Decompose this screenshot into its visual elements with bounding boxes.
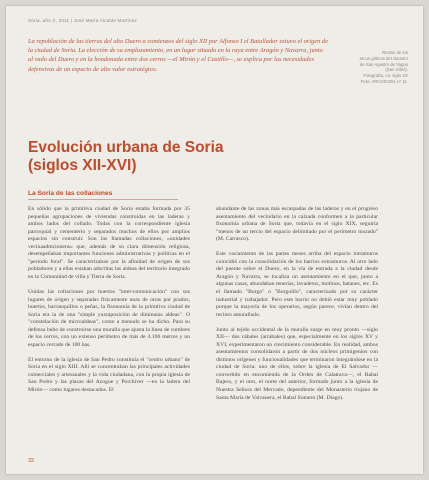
caption-line: Fotografía, ca. siglo XX	[363, 73, 408, 79]
body-paragraph: En sólido que la primitiva ciudad de Soria estaba formada por 35 pequeñas agrupaciones de viviendas construidas en las laderas y ambos lados del collado. Todas con la correspondiente iglesia parroquial y cementerio y separados muchos de ellos por amplios espacios sin construir. Son las llamadas collaciones, «unidades vecinaadmcionens» que, además de su clara dimensión religiosa, desempeñaban importantes funciones administrativas y políticas en el "periodo foral". Se caracterizaban por la afinidad de origen de sus pobladores y a ellas estaban adscritas las aldeas del territorio integrado en la Comunidad de villa y Tierra de Soria.	[28, 206, 190, 280]
right-column	[216, 206, 378, 410]
section-subheading: La Soria de las collaciones	[28, 190, 113, 197]
title-line-1: Evolución urbana de Soria	[28, 139, 224, 156]
image-caption	[328, 50, 408, 85]
left-column	[28, 206, 190, 402]
journal-page	[6, 6, 423, 474]
caption-line: de San Agustín de Vagos	[359, 61, 408, 67]
subheading-rule	[28, 199, 178, 200]
caption-line: Restos de los	[381, 50, 408, 55]
caption-line: arcos góticos del claustro	[359, 55, 408, 61]
intro-paragraph	[28, 37, 328, 74]
body-paragraph: Este vaciamiento de las partes meses arriba del espacio intramuros coincidió con la consolidación de los barrios extramuros. Al otro lado del puente sobre el Duero, en la vía de entrada a la ciudad desde Aragón y Navarra, se localiza un asentamiento en el que, junto a algunas casas, abundaban tenerías, lavaderos, molinos, batanes, etc. Es el llamado "Burgo" o "Burguillo", caracterizado por su carácter industrial y trabajador. Pero este barrio no debió estar muy poblado porque la mayoría de los operarios, según parece, vivían dentro del recinto amurallado.	[216, 251, 378, 318]
body-paragraph: El entorno de la iglesia de San Pedro constituía el "centro urbano" de Soria en el siglo XIII. Allí se concentraban las principales actividades comerciales y artesanales y la vida ciudadana, con la propia iglesia de San Pedro y las plazas del Azogue y Porchiver —en la ladera del Mirón— como lugares destacados. El	[28, 356, 190, 394]
body-paragraph: Unidas las collaciones por huertos "inter-comunicación" con sus lugares de origen y separadas físicamente unas de otras por prados, huertos, barranquillos o peñas, la fisonomía de la primitiva ciudad de Soria era la de una "simple yuxtaposición de diminutas aldeas". O "constelación de microaldeas", como a menudo se ha dicho. Para su defensa hubo de construirse una muralla que ajusta la línea de cumbres de los cerros, con un extenso perímetro de más de 4.100 metros y un espacio cerrado de 100 has.	[28, 288, 190, 348]
body-paragraph: abundante de las zonas más escarpadas de las laderas y en el progreso asentamiento del vecindario en la calzada conformen a la particular fisonomía urbana de Soria que, todavía en el siglo XIX, seguiría "menos de un tercio del espacio delimitado por el perímetro murado" (M. Carrasco).	[216, 206, 378, 243]
body-paragraph: Junto al tejido occidental de la muralla surge en muy pronto —siglo XII— dos cábales (arrabales) que, especialmente en los siglos XV y XVI, experimentaron un crecimiento considerable. En realidad, ambos asentamientos consolidaron a partir de dos núcleos primigenios con distintos orígenes y funcionalidades que terminaron integrándose en la ciudad de Soria: uno de ellos, sobre la iglesia de El Salvador —convertido en encomienda de la Orden de Calatrava—, el Rabal Bajero, y el otro, el norte del anterior, formado junto a la iglesia de Nuestra Señora del Mercado, dependiente del Monasterio riojano de Santa María de Valvanera, el Rabal Somero (M. Diago).	[216, 326, 378, 401]
caption-line: (San Gilés).	[385, 67, 408, 73]
caption-line: Foto: ARCHICOM, nº 11.	[360, 78, 408, 84]
article-title	[28, 139, 348, 175]
title-line-2: (siglos XII-XVI)	[28, 157, 137, 174]
running-head: Soria, año X, 2011 | José María Alcalde Martínez	[28, 18, 138, 23]
page-number: 32	[28, 458, 35, 464]
intro-text: La repoblación de las tierras del alto Duero a comienzos del siglo XII por Alfonso I el Batallador estuvo el origen de la ciudad de Soria. La elección de su emplazamiento, en un lugar situado en la raya entre Aragón y Navarra, junto al vado del Duero y en la hondonada entre dos cerros —el Mirón y el Castillo—, se explica por las necesidades defensivas de un espacio de alto valor estratégico.	[28, 38, 328, 73]
